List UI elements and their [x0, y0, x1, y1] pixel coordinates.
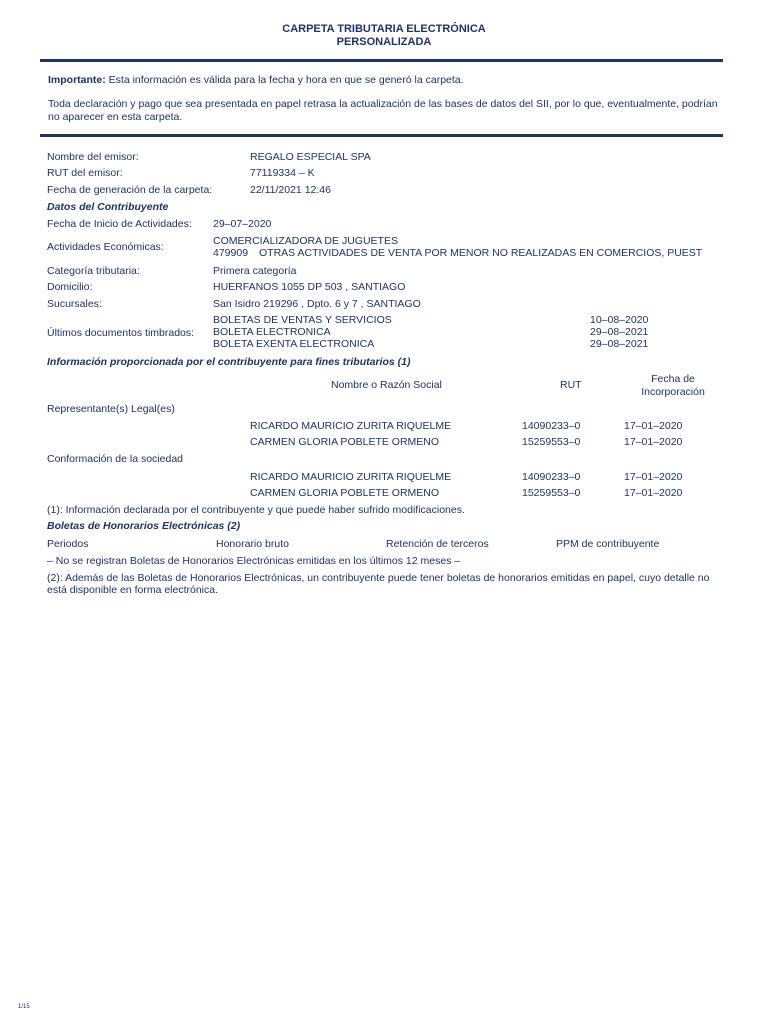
stamped-doc-2-date: 29–08–2021 — [590, 326, 649, 338]
page-number: 1/15 — [18, 1004, 30, 1010]
address-label: Domicilio: — [47, 281, 93, 293]
activity-start-value: 29–07–2020 — [213, 218, 272, 230]
table-row-name: RICARDO MAURICIO ZURITA RIQUELME — [250, 420, 452, 432]
emisor-rut-value: 77119334 – K — [250, 167, 315, 179]
stamped-doc-3-date: 29–08–2021 — [590, 338, 649, 350]
important-text: Esta información es válida para la fecha y hora en que se generó la carpeta. — [105, 74, 464, 86]
table-row-rut: 14090233–0 — [522, 471, 581, 483]
col-header-periods: Periodos — [47, 538, 89, 550]
tax-category-label: Categoría tributaria: — [47, 265, 140, 277]
notice-divider — [40, 134, 723, 137]
table-row-date: 17–01–2020 — [624, 471, 683, 483]
stamped-doc-1: BOLETAS DE VENTAS Y SERVICIOS — [213, 314, 392, 326]
emisor-name-value: REGALO ESPECIAL SPA — [250, 151, 371, 163]
branches-label: Sucursales: — [47, 298, 102, 310]
stamped-doc-3: BOLETA EXENTA ELECTRONICA — [213, 338, 375, 350]
stamped-doc-1-date: 10–08–2020 — [590, 314, 649, 326]
economic-activity-2-code: 479909 — [213, 247, 249, 259]
table-row-name: RICARDO MAURICIO ZURITA RIQUELME — [250, 471, 452, 483]
document-title-line-2: PERSONALIZADA — [336, 36, 432, 48]
table-row-name: CARMEN GLORIA POBLETE ORMENO — [250, 487, 440, 499]
economic-activities-label: Actividades Económicas: — [47, 241, 164, 253]
table-row-date: 17–01–2020 — [624, 420, 683, 432]
stamped-documents-label: Últimos documentos timbrados: — [47, 327, 195, 339]
economic-activity-2-desc: OTRAS ACTIVIDADES DE VENTA POR MENOR NO REALIZADAS EN COMERCIOS, PUEST — [259, 247, 703, 259]
notice-paragraph: Toda declaración y pago que sea presentada en papel retrasa la actualización de las bases de datos del SII, por lo que, eventualmente, podrían no aparecer en esta carpeta. — [48, 98, 718, 123]
col-header-date-line-1: Fecha de — [651, 373, 695, 385]
honorarios-heading: Boletas de Honorarios Electrónicas (2) — [47, 520, 241, 532]
col-header-withholding: Retención de terceros — [386, 538, 489, 550]
table-row-rut: 15259553–0 — [522, 436, 581, 448]
emisor-name-label: Nombre del emisor: — [47, 151, 139, 163]
no-records-message: – No se registran Boletas de Honorarios Electrónicas emitidas en los últimos 12 meses – — [47, 555, 461, 567]
address-value: HUERFANOS 1055 DP 503 , SANTIAGO — [213, 281, 406, 293]
table-row-date: 17–01–2020 — [624, 436, 683, 448]
legal-representatives-label: Representante(s) Legal(es) — [47, 403, 175, 415]
col-header-date-line-2: Incorporación — [641, 386, 705, 398]
table-row-rut: 14090233–0 — [522, 420, 581, 432]
table-row-date: 17–01–2020 — [624, 487, 683, 499]
generation-date-value: 22/11/2021 12:46 — [250, 184, 331, 196]
col-header-rut: RUT — [560, 379, 582, 391]
footnote-1: (1): Información declarada por el contribuyente y que puede haber sufrido modificaciones. — [47, 504, 465, 516]
economic-activity-1: COMERCIALIZADORA DE JUGUETES — [213, 235, 398, 247]
footnote-2: (2): Además de las Boletas de Honorarios Electrónicas, un contribuyente puede tener boletas de honorarios emitidas en papel, cuyo detalle no está disponible en forma electrónica. — [47, 572, 710, 596]
contribuyente-heading: Datos del Contribuyente — [47, 201, 169, 213]
table-row-name: CARMEN GLORIA POBLETE ORMENO — [250, 436, 440, 448]
table-row-rut: 15259553–0 — [522, 487, 581, 499]
generation-date-label: Fecha de generación de la carpeta: — [47, 184, 213, 196]
stamped-doc-2: BOLETA ELECTRONICA — [213, 326, 331, 338]
activity-start-label: Fecha de Inicio de Actividades: — [47, 218, 192, 230]
top-divider — [40, 59, 723, 62]
col-header-ppm: PPM de contribuyente — [556, 538, 660, 550]
emisor-rut-label: RUT del emisor: — [47, 167, 123, 179]
important-label: Importante: — [48, 74, 106, 86]
branches-value: San Isidro 219296 , Dpto. 6 y 7 , SANTIAGO — [213, 298, 421, 310]
tax-category-value: Primera categoría — [213, 265, 297, 277]
col-header-name: Nombre o Razón Social — [331, 379, 442, 391]
info-heading: Información proporcionada por el contribuyente para fines tributarios (1) — [47, 356, 411, 368]
col-header-gross-fee: Honorario bruto — [216, 538, 289, 550]
company-formation-label: Conformación de la sociedad — [47, 453, 183, 465]
important-notice — [48, 74, 464, 86]
document-title-line-1: CARPETA TRIBUTARIA ELECTRÓNICA — [282, 23, 486, 35]
